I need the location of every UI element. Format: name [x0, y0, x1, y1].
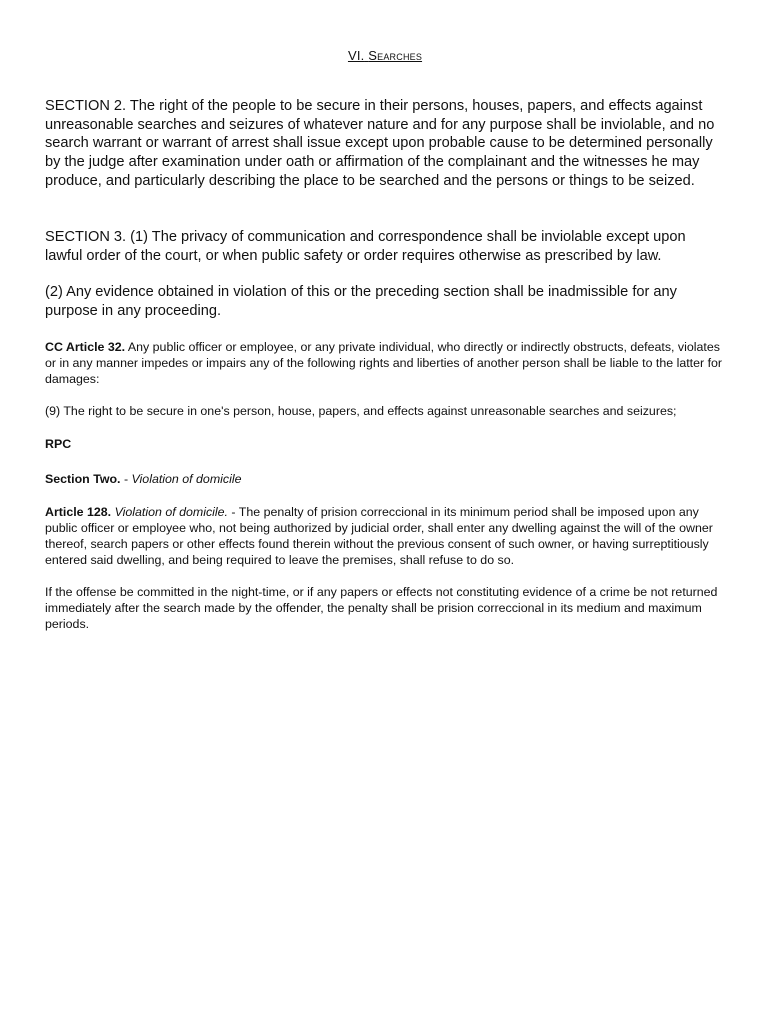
section-two-heading: [45, 471, 725, 487]
cc-article-32-paragraph: [45, 339, 725, 387]
section-3-label: SECTION 3: [45, 229, 123, 245]
rpc-heading: [45, 436, 725, 452]
section-2-paragraph: [45, 97, 725, 191]
section-two-dash: -: [120, 472, 132, 486]
article-128-title: Violation of domicile.: [111, 505, 228, 519]
section-two-title: Violation of domicile: [131, 472, 242, 486]
section-3-paragraph: [45, 228, 725, 265]
cc-article-32-item-9: [45, 403, 735, 419]
cc-item-9-text: (9) The right to be secure in one's person, house, papers, and effects against unreasonable searches and seizures;: [45, 404, 677, 418]
section-3-item-2-label: (2): [45, 284, 63, 300]
title-word: Searches: [368, 48, 423, 63]
section-3-item-2-text: Any evidence obtained in violation of this or the preceding section shall be inadmissible for any purpose in any proceeding.: [45, 284, 677, 319]
section-2-text: . The right of the people to be secure in their persons, houses, papers, and effects against unreasonable searches and seizures of whatever nature and for any purpose shall be inviolable, and no search warrant or warrant of arrest shall issue except upon probable cause to be determined personally by the judge after examination under oath or affirmation of the complainant and the witnesses he may produce, and particularly describing the place to be searched and the persons or things to be seized.: [45, 98, 715, 189]
article-128-second-text: If the offense be committed in the night-time, or if any papers or effects not constituting evidence of a crime be not returned immediately after the search made by the offender, the penalty shall be prision correccional in its medium and maximum periods.: [45, 585, 718, 631]
section-3-item-2-paragraph: [45, 283, 725, 320]
article-128-second-paragraph: [45, 584, 725, 632]
rpc-heading-text: RPC: [45, 437, 72, 451]
section-3-text: . (1) The privacy of communication and correspondence shall be inviolable except upon lawful order of the court, or when public safety or order requires otherwise as prescribed by law.: [45, 229, 686, 264]
section-2-label: SECTION 2: [45, 98, 123, 114]
article-128-paragraph: [45, 504, 725, 568]
cc-article-32-text: Any public officer or employee, or any private individual, who directly or indirectly obstructs, defeats, violates or in any manner impedes or impairs any of the following rights and liberties of another person shall be liable to the latter for damages:: [45, 340, 723, 386]
article-128-label: Article 128.: [45, 505, 112, 519]
section-two-label: Section Two.: [45, 472, 121, 486]
title-roman-numeral: VI.: [347, 48, 365, 63]
cc-article-32-label: CC Article 32.: [45, 340, 126, 354]
article-128-text: - The penalty of prision correccional in its minimum period shall be imposed upon any public officer or employee who, not being authorized by judicial order, shall enter any dwelling against the will of the owner thereof, search papers or other effects found therein without the previous consent of such owner, or having surreptitiously entered said dwelling, and being required to leave the premises, shall refuse to do so.: [45, 505, 713, 567]
page-title: [45, 48, 725, 63]
